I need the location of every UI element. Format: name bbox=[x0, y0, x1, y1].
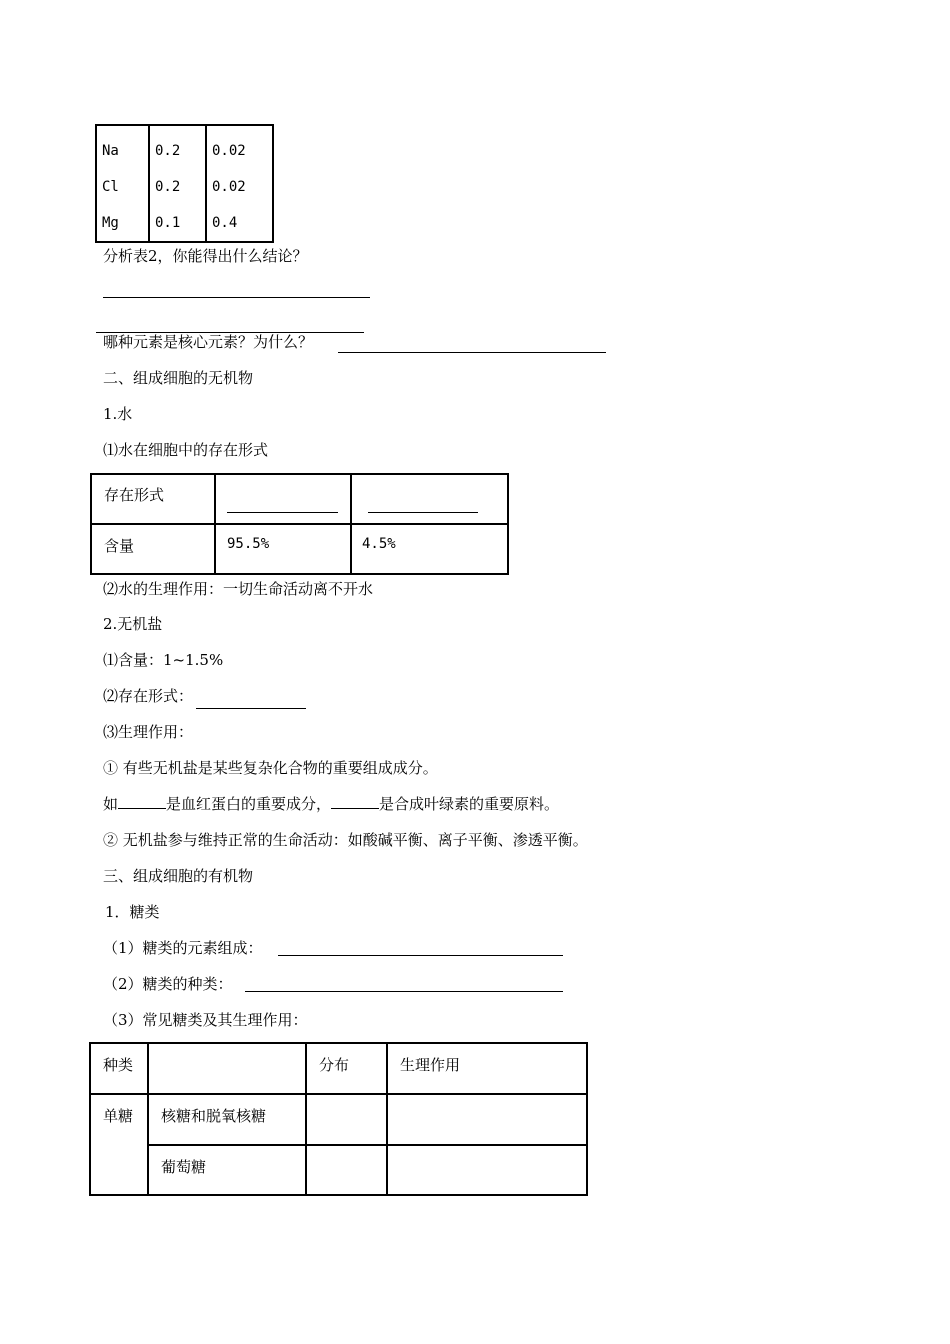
value-col1: 0.2 bbox=[155, 179, 181, 195]
sugar-name: 葡萄糖 bbox=[161, 1157, 207, 1176]
table-header bbox=[148, 1043, 306, 1094]
question-item: ⑶生理作用： bbox=[103, 723, 194, 741]
answer-line[interactable] bbox=[196, 708, 306, 709]
question-item: ⑵存在形式： bbox=[103, 687, 194, 705]
table-cell[interactable] bbox=[387, 1145, 587, 1196]
table-cell[interactable] bbox=[306, 1145, 387, 1196]
question-item: （2）糖类的种类： bbox=[103, 975, 233, 993]
table-cell[interactable] bbox=[306, 1094, 387, 1145]
table-cell bbox=[148, 1145, 306, 1196]
header-type: 种类 bbox=[103, 1056, 134, 1074]
fill-blank[interactable] bbox=[331, 794, 379, 809]
value-col2: 0.02 bbox=[212, 143, 246, 159]
value-col2: 0.02 bbox=[212, 179, 246, 195]
table-header bbox=[90, 1043, 148, 1094]
header-distribution: 分布 bbox=[319, 1056, 350, 1074]
answer-line[interactable] bbox=[278, 955, 563, 956]
fill-blank[interactable] bbox=[118, 794, 166, 809]
section-title: 二、组成细胞的无机物 bbox=[103, 369, 254, 387]
table-cell[interactable] bbox=[387, 1094, 587, 1145]
example-prefix: 如 bbox=[103, 795, 119, 813]
answer-line[interactable] bbox=[338, 352, 606, 353]
element-name: Na bbox=[102, 143, 119, 159]
answer-line[interactable] bbox=[103, 297, 370, 298]
row-label: 存在形式 bbox=[104, 486, 165, 504]
table-cell bbox=[90, 1094, 148, 1195]
row-label: 含量 bbox=[104, 537, 135, 555]
water-form-table bbox=[90, 473, 509, 575]
element-name: Mg bbox=[102, 215, 119, 231]
sugar-name: 核糖和脱氧核糖 bbox=[161, 1107, 267, 1125]
content-value: 95.5% bbox=[227, 536, 270, 552]
table-cell bbox=[91, 524, 215, 574]
sugar-table bbox=[89, 1042, 588, 1196]
question-item: ⑴水在细胞中的存在形式 bbox=[103, 441, 269, 459]
point-text: ① 有些无机盐是某些复杂化合物的重要组成成分。 bbox=[103, 759, 438, 777]
element-name: Cl bbox=[102, 179, 119, 195]
table-cell bbox=[351, 524, 508, 574]
answer-line[interactable] bbox=[368, 512, 478, 513]
table-cell bbox=[351, 474, 508, 524]
value-cell bbox=[206, 125, 273, 242]
answer-line[interactable] bbox=[227, 512, 338, 513]
header-function: 生理作用 bbox=[400, 1056, 461, 1074]
analyze-question: 分析表2，你能得出什么结论？ bbox=[103, 247, 308, 265]
table-cell bbox=[215, 474, 351, 524]
question-item: （3）常见糖类及其生理作用： bbox=[103, 1011, 308, 1029]
table-cell bbox=[91, 474, 215, 524]
subsection-title: 1.水 bbox=[103, 405, 133, 423]
value-col2: 0.4 bbox=[212, 215, 238, 231]
core-element-question: 哪种元素是核心元素？为什么？ bbox=[103, 333, 314, 351]
example-mid: 是血红蛋白的重要成分， bbox=[166, 795, 332, 813]
value-col1: 0.1 bbox=[155, 215, 181, 231]
section-title: 三、组成细胞的有机物 bbox=[103, 867, 254, 885]
table-cell bbox=[148, 1094, 306, 1145]
table-header bbox=[306, 1043, 387, 1094]
question-item: （1）糖类的元素组成： bbox=[103, 939, 263, 957]
table-header bbox=[387, 1043, 587, 1094]
group-label: 单糖 bbox=[103, 1107, 134, 1125]
question-item: ⑴含量：1~1.5% bbox=[103, 651, 224, 669]
table-cell bbox=[215, 524, 351, 574]
example-suffix: 是合成叶绿素的重要原料。 bbox=[379, 795, 560, 813]
element-table bbox=[95, 124, 274, 243]
question-item: ⑵水的生理作用：一切生命活动离不开水 bbox=[103, 580, 374, 598]
value-cell bbox=[149, 125, 206, 242]
value-col1: 0.2 bbox=[155, 143, 181, 159]
point-text: ② 无机盐参与维持正常的生命活动：如酸碱平衡、离子平衡、渗透平衡。 bbox=[103, 831, 588, 849]
content-value: 4.5% bbox=[362, 536, 396, 552]
subsection-title: 2.无机盐 bbox=[103, 615, 163, 633]
example-sentence bbox=[103, 794, 559, 814]
subsection-title: 1．糖类 bbox=[105, 903, 160, 921]
element-cell bbox=[96, 125, 149, 242]
answer-line[interactable] bbox=[245, 991, 563, 992]
